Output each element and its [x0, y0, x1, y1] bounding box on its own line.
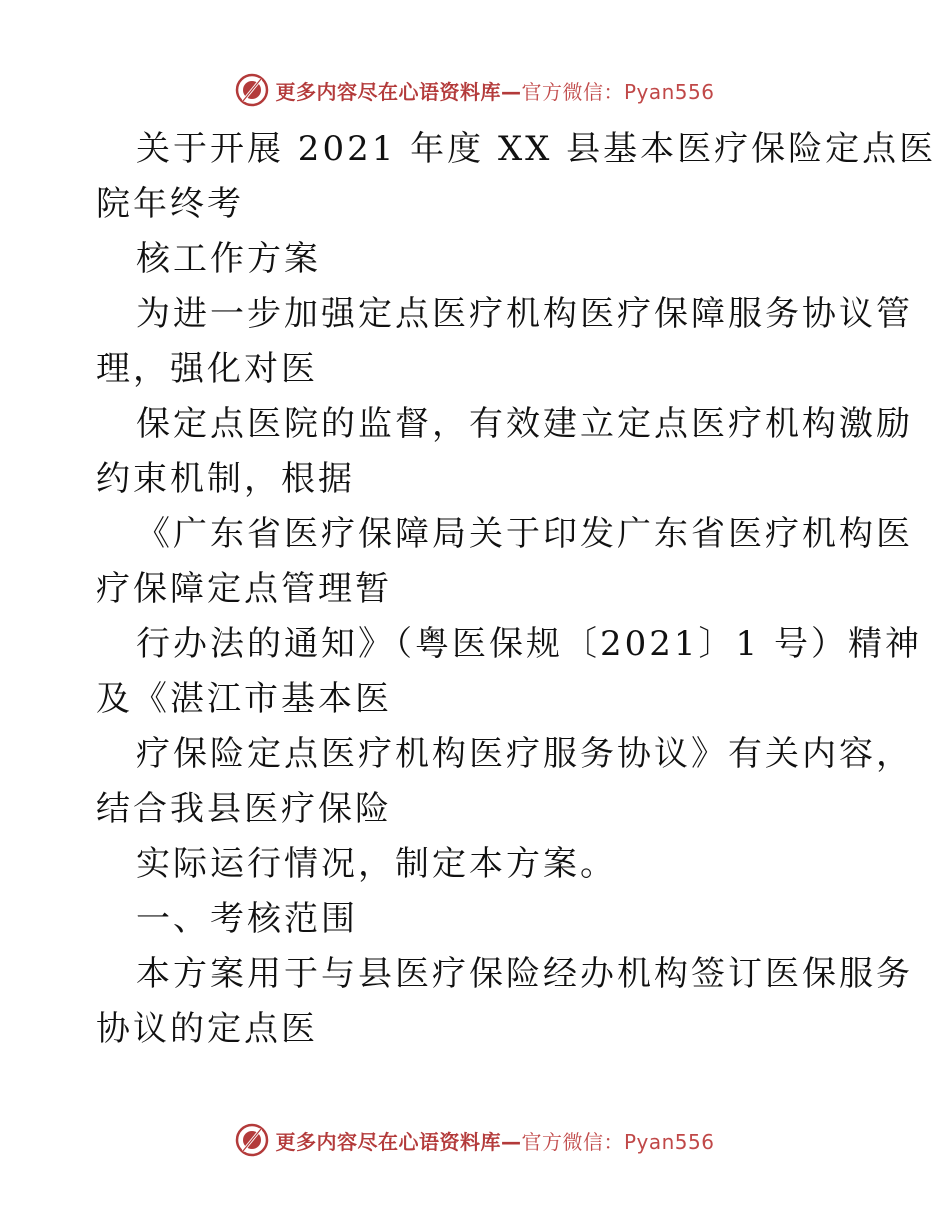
- document-body: [96, 122, 937, 1057]
- banner-dash: —: [500, 1129, 522, 1154]
- pen-seal-icon: [235, 73, 269, 107]
- doc-paragraph-line: 疗保险定点医疗机构医疗服务协议》有关内容，: [136, 734, 913, 774]
- doc-paragraph-line: 《广东省医疗保障局关于印发广东省医疗机构医: [136, 514, 913, 554]
- doc-paragraph-line: 约束机制，根据: [96, 459, 355, 499]
- banner-wechat: 官方微信：Pyan556: [521, 1129, 715, 1154]
- doc-paragraph-line: 实际运行情况，制定本方案。: [136, 844, 617, 884]
- doc-paragraph-line: 理，强化对医: [96, 349, 318, 389]
- pen-seal-icon: [235, 1123, 269, 1157]
- doc-paragraph-line: 保定点医院的监督，有效建立定点医疗机构激励: [136, 404, 913, 444]
- doc-paragraph-line: 协议的定点医: [96, 1009, 318, 1049]
- footer-watermark-banner: [0, 1120, 950, 1160]
- section-heading: 一、考核范围: [136, 899, 358, 939]
- banner-dash: —: [500, 79, 522, 104]
- header-watermark-banner: [0, 70, 950, 110]
- doc-title-line-3: 核工作方案: [136, 239, 321, 279]
- doc-paragraph-line: 行办法的通知》（粤医保规〔2021〕1 号）精神: [136, 624, 922, 664]
- doc-paragraph-line: 疗保障定点管理暂: [96, 569, 392, 609]
- doc-paragraph-line: 结合我县医疗保险: [96, 789, 392, 829]
- doc-paragraph-line: 及《湛江市基本医: [96, 679, 392, 719]
- banner-text: [275, 76, 714, 105]
- banner-text: [275, 1126, 714, 1155]
- banner-wechat: 官方微信：Pyan556: [521, 79, 715, 104]
- banner-brand: 更多内容尽在心语资料库: [275, 1129, 501, 1154]
- doc-paragraph-line: 为进一步加强定点医疗机构医疗保障服务协议管: [136, 294, 913, 334]
- doc-paragraph-line: 本方案用于与县医疗保险经办机构签订医保服务: [136, 954, 913, 994]
- banner-brand: 更多内容尽在心语资料库: [275, 79, 501, 104]
- doc-title-line-1: 关于开展 2021 年度 XX 县基本医疗保险定点医: [136, 129, 937, 169]
- doc-title-line-2: 院年终考: [96, 184, 244, 224]
